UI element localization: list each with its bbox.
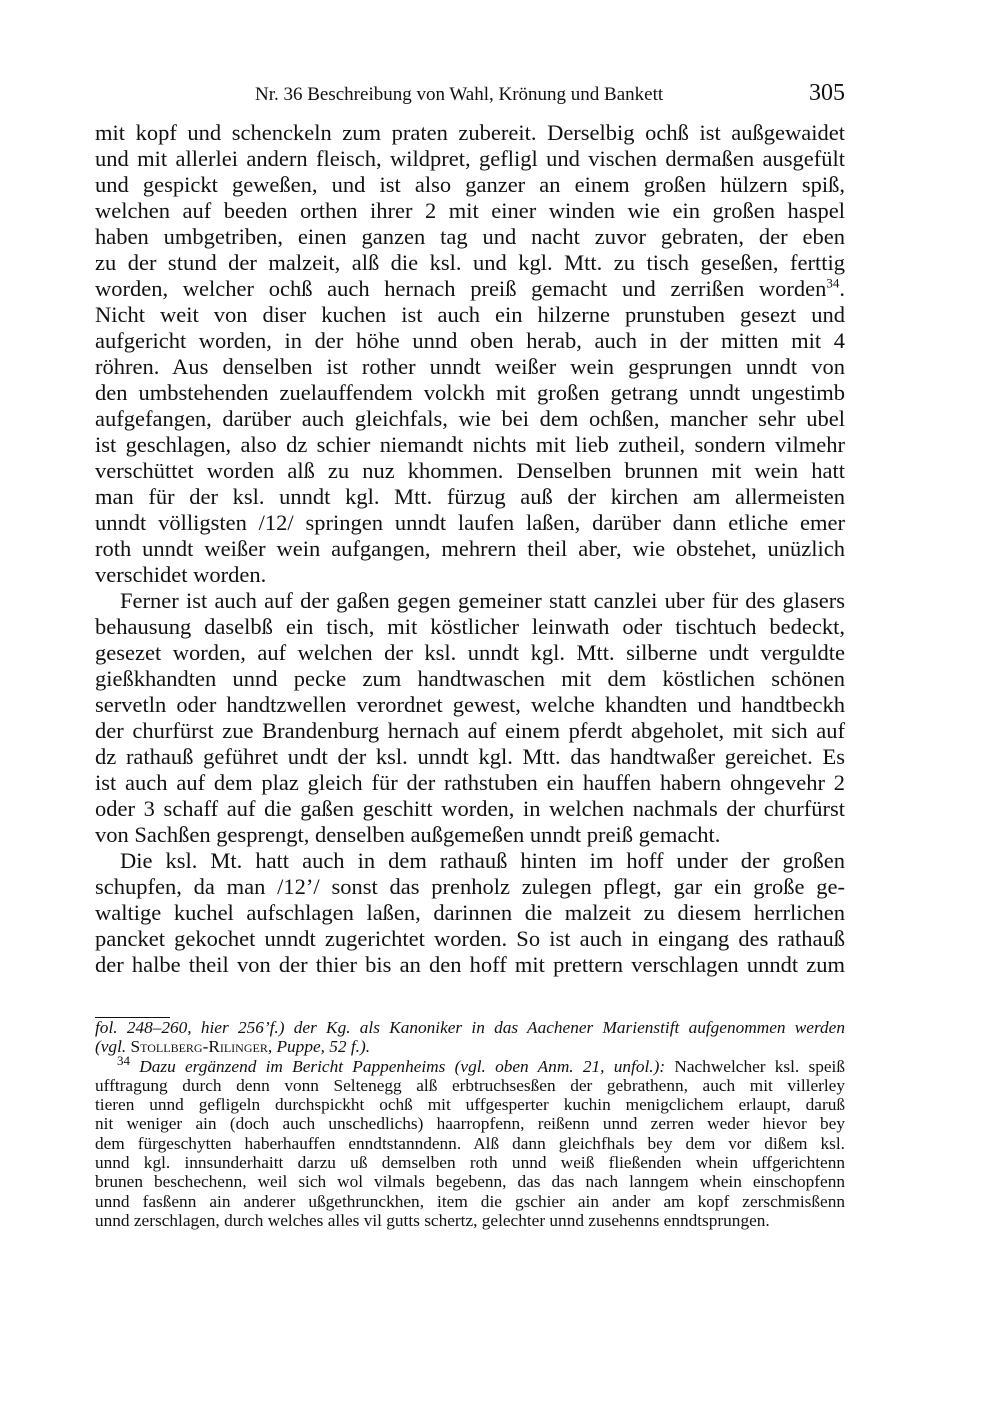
text-line: pancket gekochet unndt zugerichtet worden. So ist auch in eingang des rathauß: [95, 926, 845, 951]
text-line: worden, welcher ochß auch hernach preiß gemacht und zerrißen worden$^{34}$.: [95, 275, 845, 301]
text-line: dz rathauß geführet undt der ksl. unndt kgl. Mtt. das handtwaßer gereichet. Es: [95, 744, 845, 769]
text-line: schupfen, da man /12’/ sonst das prenholz zulegen pflegt, gar ein große ge-: [95, 874, 845, 899]
text-line: von Sachßen gesprengt, denselben außgemeßen unndt preiß gemacht.: [95, 822, 721, 847]
text-line: röhren. Aus denselben ist rother unndt weißer wein gesprungen unndt von: [95, 354, 845, 379]
text-line: gießkhandten unnd pecke zum handtwaschen mit dem köstlichen schönen: [95, 666, 845, 691]
footnote-line: unnd fasßenn ain anderer ußgethrunckhen, item die gschier ain ander am kopf zerschmisßenn: [95, 1191, 845, 1211]
text-line: verschüttet worden alß zu nuz khommen. Denselben brunnen mit wein hatt: [95, 458, 845, 483]
author-name: Stollberg-Rilinger: [130, 1037, 268, 1057]
text-line: der churfürst zue Brandenburg hernach auf einem pferdt abgeholet, mit sich auf: [95, 718, 845, 743]
text-line: und mit allerlei andern fleisch, wildpret, gefligl und vischen dermaßen ausgefült: [95, 146, 845, 171]
text-line: Ferner ist auch auf der gaßen gegen gemeiner statt canzlei uber für des glasers: [120, 588, 845, 613]
footnote-ref[interactable]: 34: [826, 275, 840, 291]
main-text: [95, 120, 845, 978]
page-number: 305: [809, 80, 845, 106]
footnote-continuation: [95, 1037, 845, 1056]
text-line: roth unndt weißer wein aufgangen, mehrern theil aber, wie obstehet, unüzlich: [95, 536, 845, 561]
footnote-editorial: Dazu ergänzend im Bericht Pappenheims (vgl. oben Anm. 21, unfol.):: [139, 1056, 666, 1076]
text-line: man für der ksl. unndt kgl. Mtt. fürzug auß der kirchen am allermeisten: [95, 484, 845, 509]
text-line: der halbe theil von der thier bis an den hoff mit prettern verschlagen unndt zum: [95, 952, 845, 977]
footnote-line: nit weniger ain (doch auch unschedlichs) haarropfenn, reißenn unnd zerren weder hievor bey: [95, 1114, 845, 1134]
footnote-continuation: [95, 1018, 845, 1037]
text-line: verschidet worden.: [95, 562, 267, 587]
text-line: zu der stund der malzeit, alß die ksl. und kgl. Mtt. zu tisch geseßen, ferttig: [95, 250, 845, 275]
text-line: servetln oder handtzwellen verordnet gewest, welche khandten und handtbeckh: [95, 692, 845, 717]
footnote-text: Nachwelcher ksl. speiß: [674, 1056, 845, 1076]
text-line: ist geschlagen, also dz schier niemandt nichts mit lieb zutheil, sondern vilmehr: [95, 432, 845, 457]
text-line: haben umbgetriben, einen ganzen tag und nacht zuvor gebraten, der eben: [95, 224, 845, 249]
text-line: Nicht weit von diser kuchen ist auch ein hilzerne prunstuben gesezt und: [95, 302, 845, 327]
footnote-line: dem fürgeschytten haberhauffen enndtstanndenn. Alß dann gleichfhals bey dem vor dißem ksl.: [95, 1133, 845, 1153]
footnote-number: 34: [117, 1052, 130, 1068]
text-line: mit kopf und schenckeln zum praten zubereit. Derselbig ochß ist außgewaidet: [95, 120, 845, 145]
footnote-line: tieren unnd gefligeln durchspickht ochß mit uffgesperter kuchin menigclichem erlaupt, daruß: [95, 1095, 845, 1115]
text-line: welchen auf beeden orthen ihrer 2 mit einer winden wie ein großen haspel: [95, 198, 845, 223]
text-line: behausung daselbß ein tisch, mit köstlicher leinwath oder tischtuch bedeckt,: [95, 614, 845, 639]
text-line: aufgericht worden, in der höhe unnd oben herab, auch in der mitten mit 4: [95, 328, 845, 353]
text-line: Die ksl. Mt. hatt auch in dem rathauß hinten im hoff under der großen: [120, 848, 845, 873]
text-line: und gespickt geweßen, und ist also ganzer an einem großen hülzern spiß,: [95, 172, 845, 197]
footnote-34: [95, 1052, 845, 1076]
page-header: [95, 82, 845, 110]
footnotes: [95, 1018, 845, 1230]
text-line: unndt völligsten /12/ springen unndt laufen laßen, darüber dann etliche emer: [95, 510, 845, 535]
text-line: oder 3 schaff auf die gaßen geschitt worden, in welchen nachmals der churfürst: [95, 796, 845, 821]
footnote-line: unnd kgl. innsunderhaitt darzu uß demselben roth unnd weiß fließenden whein uffgerichtenn: [95, 1153, 845, 1173]
footnote-text: fol. 248–260, hier 256’f.) der Kg. als Kanoniker in das Aachener Marienstift aufgenommen werden: [95, 1018, 845, 1037]
footnote-line: brunen beschechenn, weil sich wol vilmals begebenn, das das nach lanngem whein einschopfenn: [95, 1172, 845, 1192]
footnote-text: , Puppe, 52 f.).: [267, 1037, 371, 1057]
text-line: waltige kuchel aufschlagen laßen, darinnen die malzeit zu diesem herrlichen: [95, 900, 845, 925]
footnote-line: unnd zerschlagen, durch welches alles vil gutts schertz, gelechter unnd zusehenns enndtsprungen.: [95, 1210, 770, 1230]
text-line: aufgefangen, darüber auch gleichfals, wie bei dem ochßen, mancher sehr ubel: [95, 406, 845, 431]
footnote-line: ufftragung durch denn vonn Seltenegg alß erbtruchsesßen der gebrathenn, auch mit villerley: [95, 1075, 845, 1095]
footnote-text: (vgl.: [95, 1037, 131, 1057]
text-line: gesezet worden, auf welchen der ksl. unndt kgl. Mtt. silberne undt verguldte: [95, 640, 845, 665]
running-title: Nr. 36 Beschreibung von Wahl, Krönung und Bankett: [255, 84, 664, 105]
text-line: ist auch auf dem plaz gleich für der rathstuben ein hauffen habern ohngevehr 2: [95, 770, 845, 795]
text-line: den umbstehenden zuelauffendem volckh mit großen getrang unndt ungestimb: [95, 380, 845, 405]
